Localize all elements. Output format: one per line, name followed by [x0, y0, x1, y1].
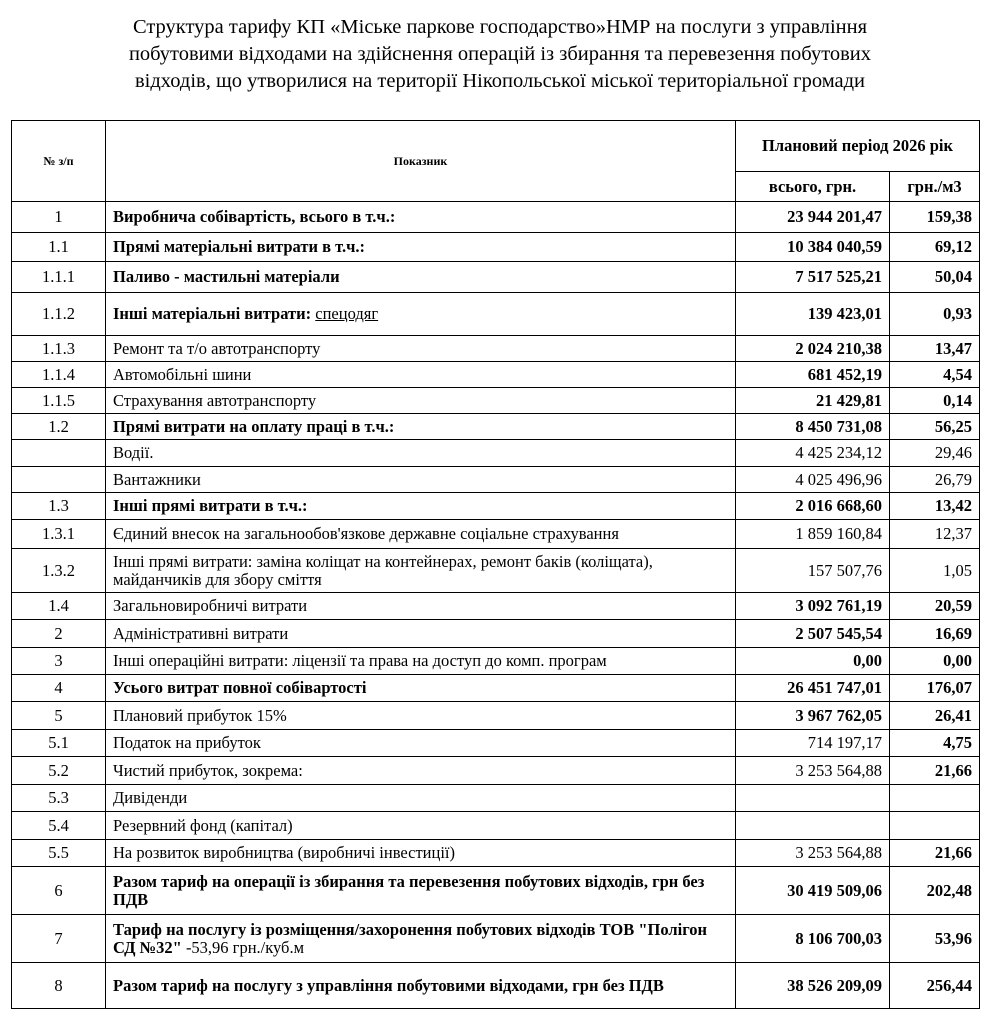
- row-name-extra: спецодяг: [315, 304, 379, 323]
- row-total: 26 451 747,01: [736, 675, 890, 702]
- row-num: 5.5: [12, 840, 106, 867]
- table-row: [12, 293, 980, 336]
- table-row: [12, 362, 980, 388]
- row-name: [106, 915, 736, 963]
- row-total: 3 253 564,88: [736, 840, 890, 867]
- row-name: Автомобільні шини: [106, 362, 736, 388]
- title-line-3: відходів, що утворилися на території Нікопольської міської територіальної громади: [134, 70, 866, 92]
- row-name: Дивіденди: [106, 785, 736, 812]
- header-indicator: Показник: [106, 121, 736, 202]
- row-unit: 12,37: [890, 520, 980, 549]
- row-unit: 176,07: [890, 675, 980, 702]
- row-name: Єдиний внесок на загальнообов'язкове державне соціальне страхування: [106, 520, 736, 549]
- table-row: [12, 867, 980, 915]
- row-name: Інші прямі витрати в т.ч.:: [106, 493, 736, 520]
- row-name: Разом тариф на послугу з управління побутовими відходами, грн без ПДВ: [106, 963, 736, 1009]
- table-row: [12, 262, 980, 293]
- row-unit: 202,48: [890, 867, 980, 915]
- row-num: 5.2: [12, 757, 106, 785]
- row-num: 1.1.5: [12, 388, 106, 414]
- row-num: 1: [12, 202, 106, 233]
- row-total: [736, 785, 890, 812]
- table-row: [12, 520, 980, 549]
- row-num: 1.4: [12, 593, 106, 620]
- row-name: Вантажники: [106, 467, 736, 493]
- row-unit: 159,38: [890, 202, 980, 233]
- table-row: [12, 730, 980, 757]
- table-row: [12, 812, 980, 840]
- row-unit: 13,47: [890, 336, 980, 362]
- row-name: Інші прямі витрати: заміна коліщат на контейнерах, ремонт баків (коліщата), майданчиків для збору сміття: [106, 549, 736, 593]
- row-num: 1.1.4: [12, 362, 106, 388]
- table-row: [12, 493, 980, 520]
- row-total: 3 253 564,88: [736, 757, 890, 785]
- header-per-unit: грн./м3: [890, 172, 980, 202]
- row-total: 38 526 209,09: [736, 963, 890, 1009]
- row-total: 8 450 731,08: [736, 414, 890, 440]
- row-name: На розвиток виробництва (виробничі інвестиції): [106, 840, 736, 867]
- row-num: [12, 467, 106, 493]
- table-row: [12, 549, 980, 593]
- row-total: 10 384 040,59: [736, 233, 890, 262]
- row-total: 4 425 234,12: [736, 440, 890, 467]
- row-total: 3 967 762,05: [736, 702, 890, 730]
- row-unit: 0,14: [890, 388, 980, 414]
- row-name: Разом тариф на операції із збирання та перевезення побутових відходів, грн без ПДВ: [106, 867, 736, 915]
- table-row: [12, 840, 980, 867]
- row-total: 30 419 509,06: [736, 867, 890, 915]
- row-name: Чистий прибуток, зокрема:: [106, 757, 736, 785]
- row-name: Страхування автотранспорту: [106, 388, 736, 414]
- table-row: [12, 648, 980, 675]
- table-row: [12, 233, 980, 262]
- row-unit: 20,59: [890, 593, 980, 620]
- table-row: [12, 467, 980, 493]
- row-unit: 69,12: [890, 233, 980, 262]
- row-total: 0,00: [736, 648, 890, 675]
- row-num: 2: [12, 620, 106, 648]
- row-total: 23 944 201,47: [736, 202, 890, 233]
- table-header-row: [12, 121, 980, 172]
- row-unit: 13,42: [890, 493, 980, 520]
- row-num: 1.1: [12, 233, 106, 262]
- row-total: [736, 812, 890, 840]
- document-title: [40, 14, 960, 95]
- row-total: 1 859 160,84: [736, 520, 890, 549]
- row-name-main: Інші матеріальні витрати:: [113, 304, 312, 323]
- row-name: Загальновиробничі витрати: [106, 593, 736, 620]
- row-unit: 4,54: [890, 362, 980, 388]
- row-unit: 0,93: [890, 293, 980, 336]
- row-num: 4: [12, 675, 106, 702]
- row-num: 1.3.2: [12, 549, 106, 593]
- row-unit: 21,66: [890, 757, 980, 785]
- row-num: 1.1.2: [12, 293, 106, 336]
- row-name: Плановий прибуток 15%: [106, 702, 736, 730]
- row-unit: 26,79: [890, 467, 980, 493]
- row-unit: 0,00: [890, 648, 980, 675]
- row-num: 1.2: [12, 414, 106, 440]
- row-unit: 53,96: [890, 915, 980, 963]
- row-total: 157 507,76: [736, 549, 890, 593]
- row-name: Резервний фонд (капітал): [106, 812, 736, 840]
- row-name: Прямі витрати на оплату праці в т.ч.:: [106, 414, 736, 440]
- row-total: 2 016 668,60: [736, 493, 890, 520]
- table-row: [12, 702, 980, 730]
- table-row: [12, 593, 980, 620]
- table-row: [12, 202, 980, 233]
- header-num: № з/п: [12, 121, 106, 202]
- header-total: всього, грн.: [736, 172, 890, 202]
- row-unit: 1,05: [890, 549, 980, 593]
- row-total: 21 429,81: [736, 388, 890, 414]
- row-unit: 26,41: [890, 702, 980, 730]
- row-num: 5.1: [12, 730, 106, 757]
- row-total: 8 106 700,03: [736, 915, 890, 963]
- row-name: Водії.: [106, 440, 736, 467]
- row-unit: 16,69: [890, 620, 980, 648]
- table-row: [12, 675, 980, 702]
- row-total: 714 197,17: [736, 730, 890, 757]
- header-period: Плановий період 2026 рік: [736, 121, 980, 172]
- row-total: 139 423,01: [736, 293, 890, 336]
- row-total: 4 025 496,96: [736, 467, 890, 493]
- table-row: [12, 963, 980, 1009]
- row-total: 7 517 525,21: [736, 262, 890, 293]
- title-line-1: Структура тарифу КП «Міське паркове господарство»НМР на послуги з управління: [132, 16, 868, 38]
- row-total: 2 507 545,54: [736, 620, 890, 648]
- title-line-2: побутовими відходами на здійснення операцій із збирання та перевезення побутових: [128, 43, 872, 65]
- table-row: [12, 414, 980, 440]
- row-name: [106, 293, 736, 336]
- row-num: 1.1.1: [12, 262, 106, 293]
- row-total: 2 024 210,38: [736, 336, 890, 362]
- row-unit: 56,25: [890, 414, 980, 440]
- row-unit: [890, 812, 980, 840]
- table-row: [12, 620, 980, 648]
- row-num: 8: [12, 963, 106, 1009]
- row-total: 3 092 761,19: [736, 593, 890, 620]
- row-num: 1.3: [12, 493, 106, 520]
- row-name-main: Тариф на послугу із розміщення/захоронення побутових відходів ТОВ "Полігон СД №32": [113, 919, 708, 957]
- table-row: [12, 388, 980, 414]
- row-name: Адміністративні витрати: [106, 620, 736, 648]
- row-num: 5: [12, 702, 106, 730]
- row-total: 681 452,19: [736, 362, 890, 388]
- row-unit: 29,46: [890, 440, 980, 467]
- row-num: 5.4: [12, 812, 106, 840]
- row-num: 1.1.3: [12, 336, 106, 362]
- row-unit: 50,04: [890, 262, 980, 293]
- row-name: Податок на прибуток: [106, 730, 736, 757]
- row-name: Паливо - мастильні матеріали: [106, 262, 736, 293]
- row-num: [12, 440, 106, 467]
- row-unit: 21,66: [890, 840, 980, 867]
- row-unit: [890, 785, 980, 812]
- table-row: [12, 440, 980, 467]
- tariff-structure-table: [11, 120, 980, 1009]
- row-name: Усього витрат повної собівартості: [106, 675, 736, 702]
- row-unit: 4,75: [890, 730, 980, 757]
- table-row: [12, 785, 980, 812]
- row-name: Виробнича собівартість, всього в т.ч.:: [106, 202, 736, 233]
- row-num: 3: [12, 648, 106, 675]
- row-name: Прямі матеріальні витрати в т.ч.:: [106, 233, 736, 262]
- table-row: [12, 915, 980, 963]
- row-num: 6: [12, 867, 106, 915]
- table-row: [12, 336, 980, 362]
- row-num: 7: [12, 915, 106, 963]
- table-row: [12, 757, 980, 785]
- row-num: 5.3: [12, 785, 106, 812]
- row-name: Ремонт та т/о автотранспорту: [106, 336, 736, 362]
- row-unit: 256,44: [890, 963, 980, 1009]
- row-name-extra: -53,96 грн./куб.м: [181, 937, 305, 957]
- row-num: 1.3.1: [12, 520, 106, 549]
- row-name: Інші операційні витрати: ліцензії та права на доступ до комп. програм: [106, 648, 736, 675]
